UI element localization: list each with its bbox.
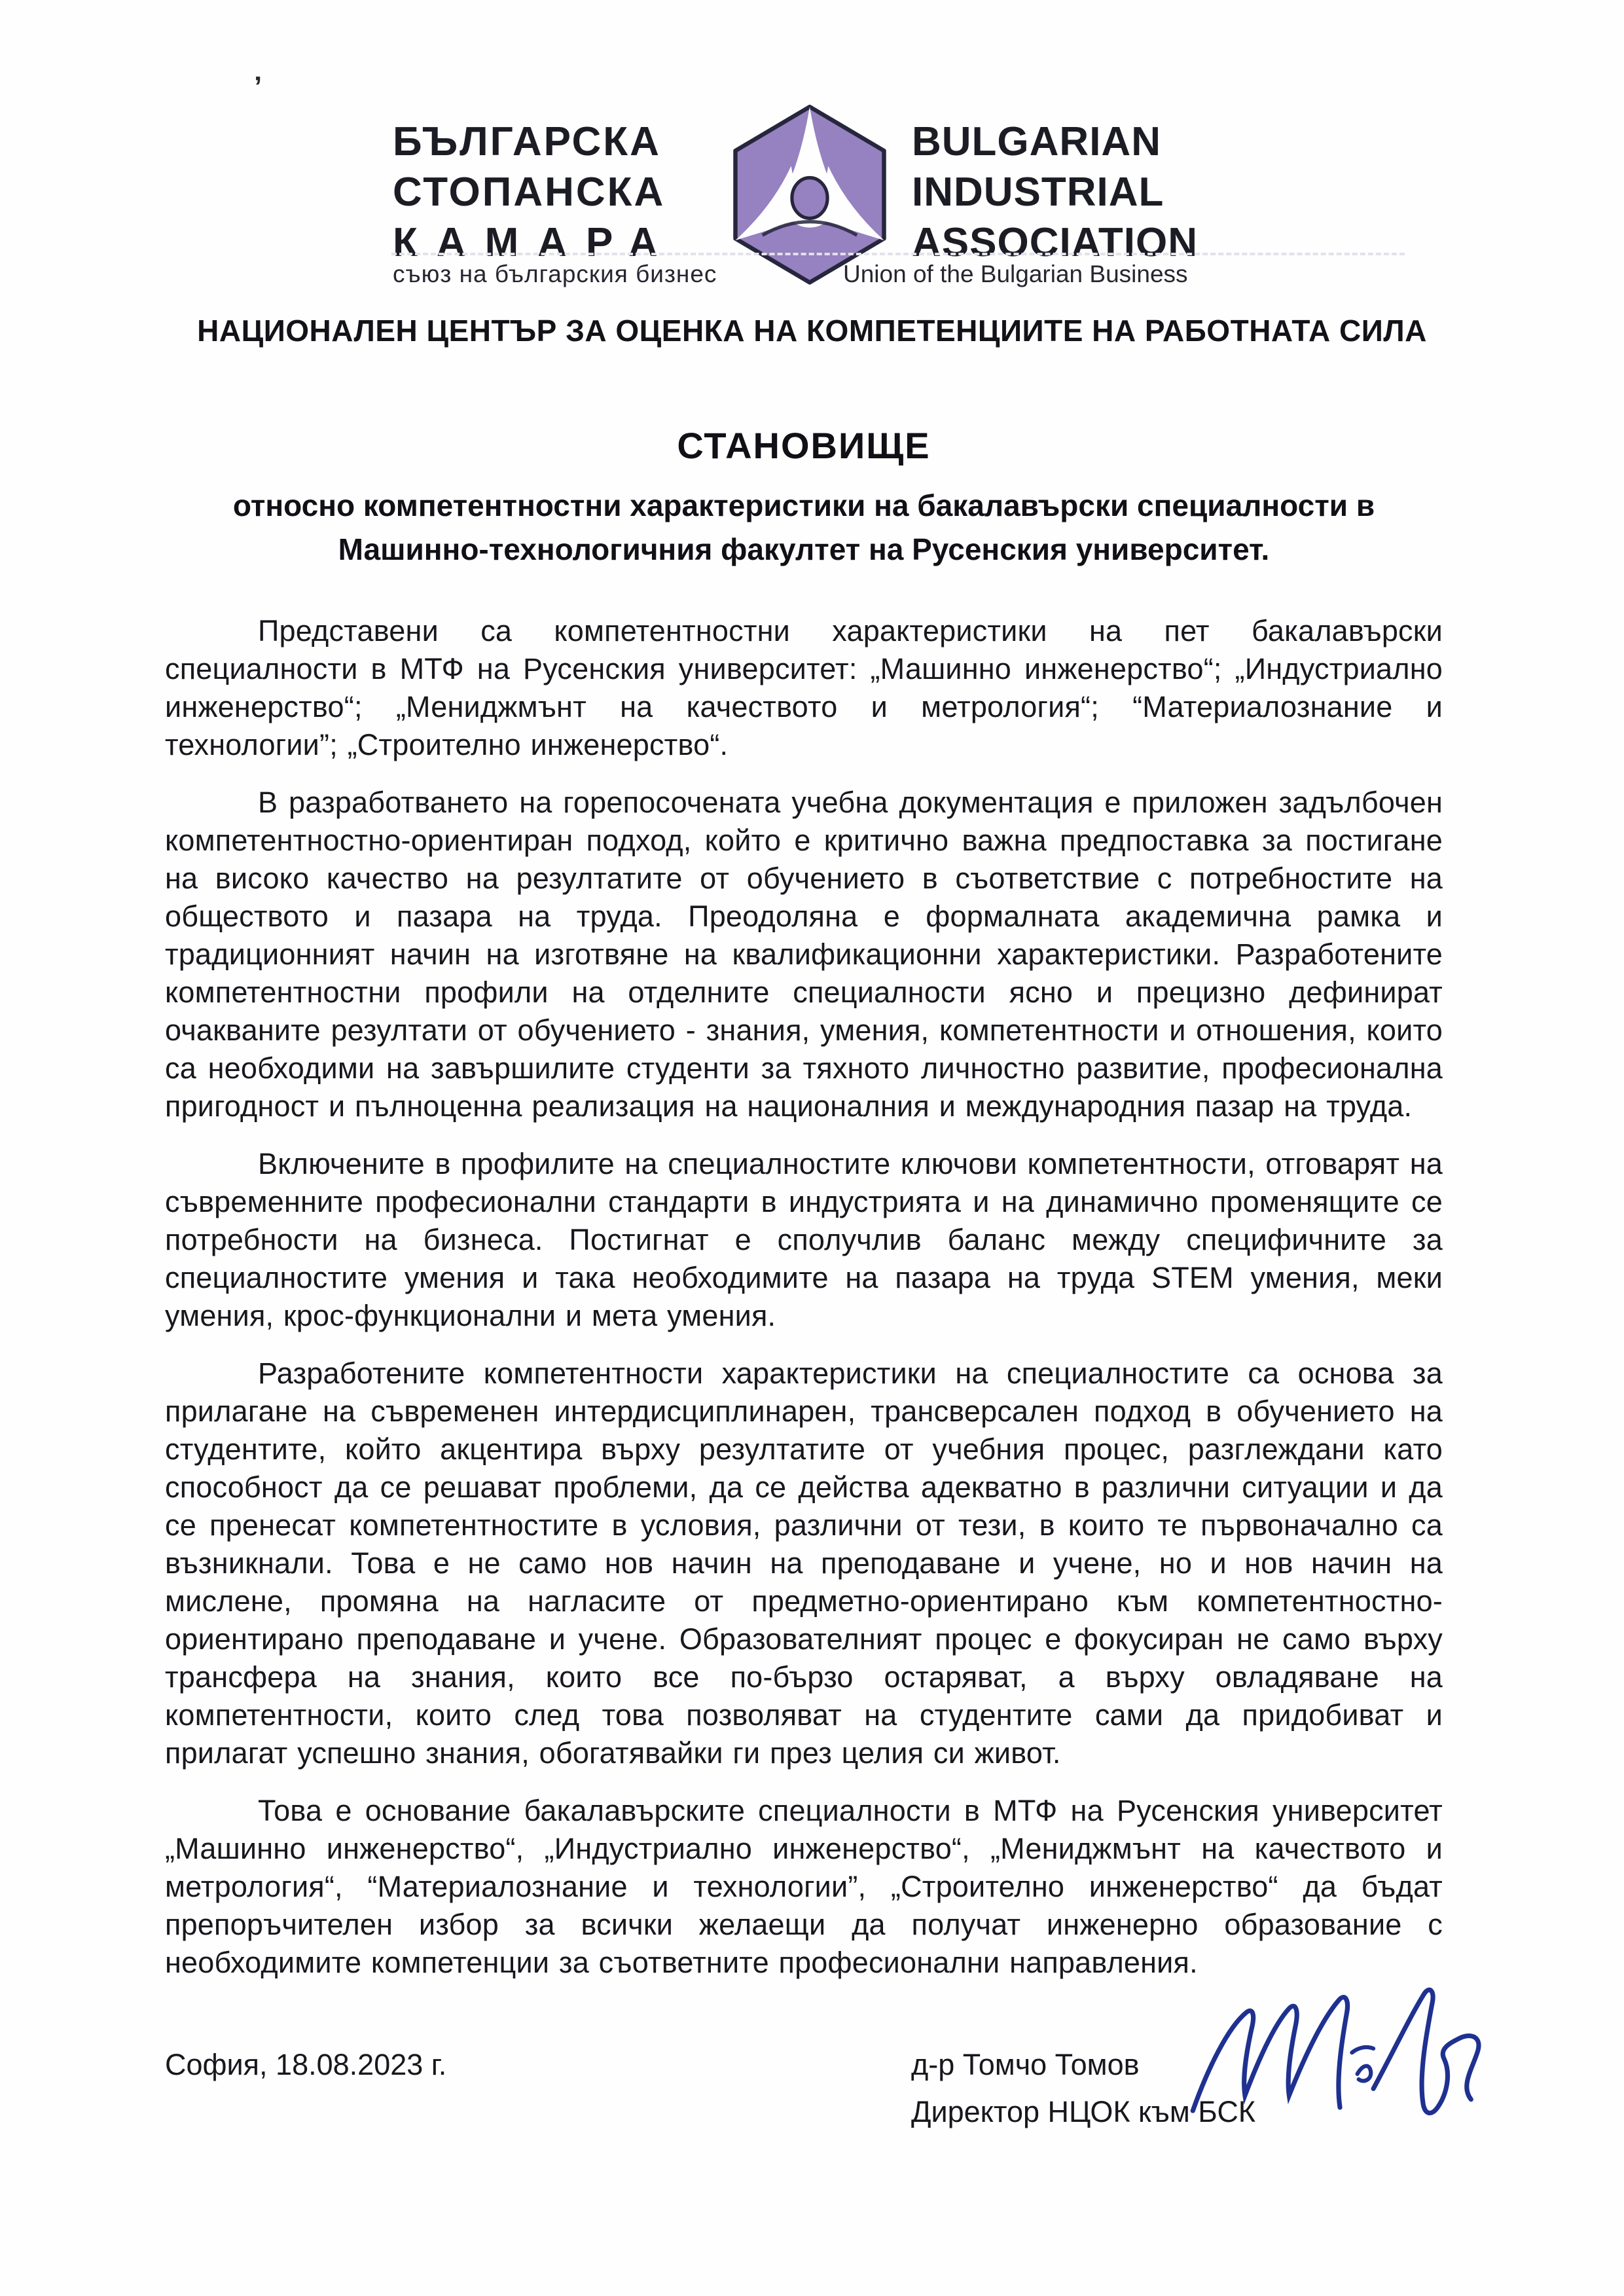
org-en-line1: BULGARIAN	[912, 119, 1161, 164]
org-bg-subline: съюз на българския бизнес	[393, 261, 717, 287]
signer-title: Директор НЦОК към БСК	[911, 2095, 1256, 2128]
scan-artifact-mark: ’	[254, 71, 262, 103]
org-name-english	[912, 117, 1198, 268]
letterhead	[0, 0, 1624, 348]
org-bg-line1: БЪЛГАРСКА	[393, 119, 661, 164]
org-en-line3: ASSOCIATION	[912, 220, 1198, 265]
org-bg-line2: СТОПАНСКА	[393, 170, 666, 215]
handwritten-signature-icon	[1185, 1972, 1492, 2123]
place-and-date: София, 18.08.2023 г.	[165, 2048, 447, 2081]
document-title: СТАНОВИЩЕ	[677, 425, 931, 466]
org-en-line2: INDUSTRIAL	[912, 170, 1164, 215]
letterhead-divider	[391, 253, 1405, 255]
org-bg-line3: КАМАРА	[393, 220, 677, 265]
paragraph-1: Представени са компетентностни характеристики на пет бакалавърски специалности в МТФ на Русенския университет: „Машинно инженерство“; „Индустриално инженерство“; „Мениджмънт на качеството и метрология“; “Материалознание и технологии”; „Строително инженерство“.	[165, 614, 1443, 761]
paragraph-3: Включените в профилите на специалностите ключови компетентности, отговарят на съвременните професионални стандарти в индустрията и на динамично променящите се потребности на бизнеса. Постигнат е сполучлив баланс между специфичните за специалностите умения и така необходимите на пазара на труда STEM умения, меки умения, крос-функционални и мета умения.	[165, 1147, 1443, 1332]
signer-name: д-р Томчо Томов	[911, 2048, 1140, 2081]
paragraph-5: Това е основание бакалавърските специалности в МТФ на Русенския университет „Машинно инженерство“, „Индустриално инженерство“, „Мениджмънт на качеството и метрология“, “Материалознание и технологии”, „Строително инженерство“ да бъдат препоръчителен избор за всички желаещи да получат инженерно образование с необходимите компетенции за съответните професионални направления.	[165, 1794, 1443, 1979]
national-center-title: НАЦИОНАЛЕН ЦЕНТЪР ЗА ОЦЕНКА НА КОМПЕТЕНЦИИТЕ НА РАБОТНАТА СИЛА	[197, 314, 1427, 348]
bia-hexagon-logo-icon	[725, 103, 894, 284]
paragraph-2: В разработването на горепосочената учебна документация е приложен задълбочен компетентностно-ориентиран подход, който е критично важна предпоставка за постигане на високо качество на резултатите от обучението в съответствие с потребностите на обществото и пазара на труда. Преодоляна е формалната академична рамка и традиционният начин на изготвяне на квалификационни характеристики. Разработените компетентностни профили на отделните специалности ясно и прецизно дефинират очакваните резултати от обучението - знания, умения, компетентности и отношения, които са необходими на завършилите студенти за тяхното личностно развитие, професионална пригодност и пълноценна реализация на националния и международния пазар на труда.	[165, 786, 1443, 1123]
org-name-bulgarian	[393, 117, 677, 268]
org-en-subline: Union of the Bulgarian Business	[843, 261, 1188, 287]
document-body	[165, 424, 1443, 1982]
paragraph-4: Разработените компетентности характеристики на специалностите са основа за прилагане на съвременен интердисциплинарен, трансверсален подход в обучението на студентите, който акцентира върху резултатите от учебния процес, разглеждани като способност да се решават проблеми, да се действа адекватно в различни ситуации и да се пренесат компетентностите в условия, различни от тези, в които те първоначално са възникнали. Това е не само нов начин на преподаване и учене, но и нов начин на мислене, промяна на нагласите от предметно-ориентирано към компетентностно-ориентирано преподаване и учене. Образователният процес е фокусиран не само върху трансфера на знания, които все по-бързо остаряват, а върху овладяване на компетентности, които след това позволяват на студентите сами да придобиват и прилагат успешно знания, обогатявайки ги през целия си живот.	[165, 1357, 1443, 1770]
document-subtitle: относно компетентностни характеристики на бакалавърски специалности в Машинно-технологичния факултет на Русенския университет.	[232, 488, 1375, 566]
